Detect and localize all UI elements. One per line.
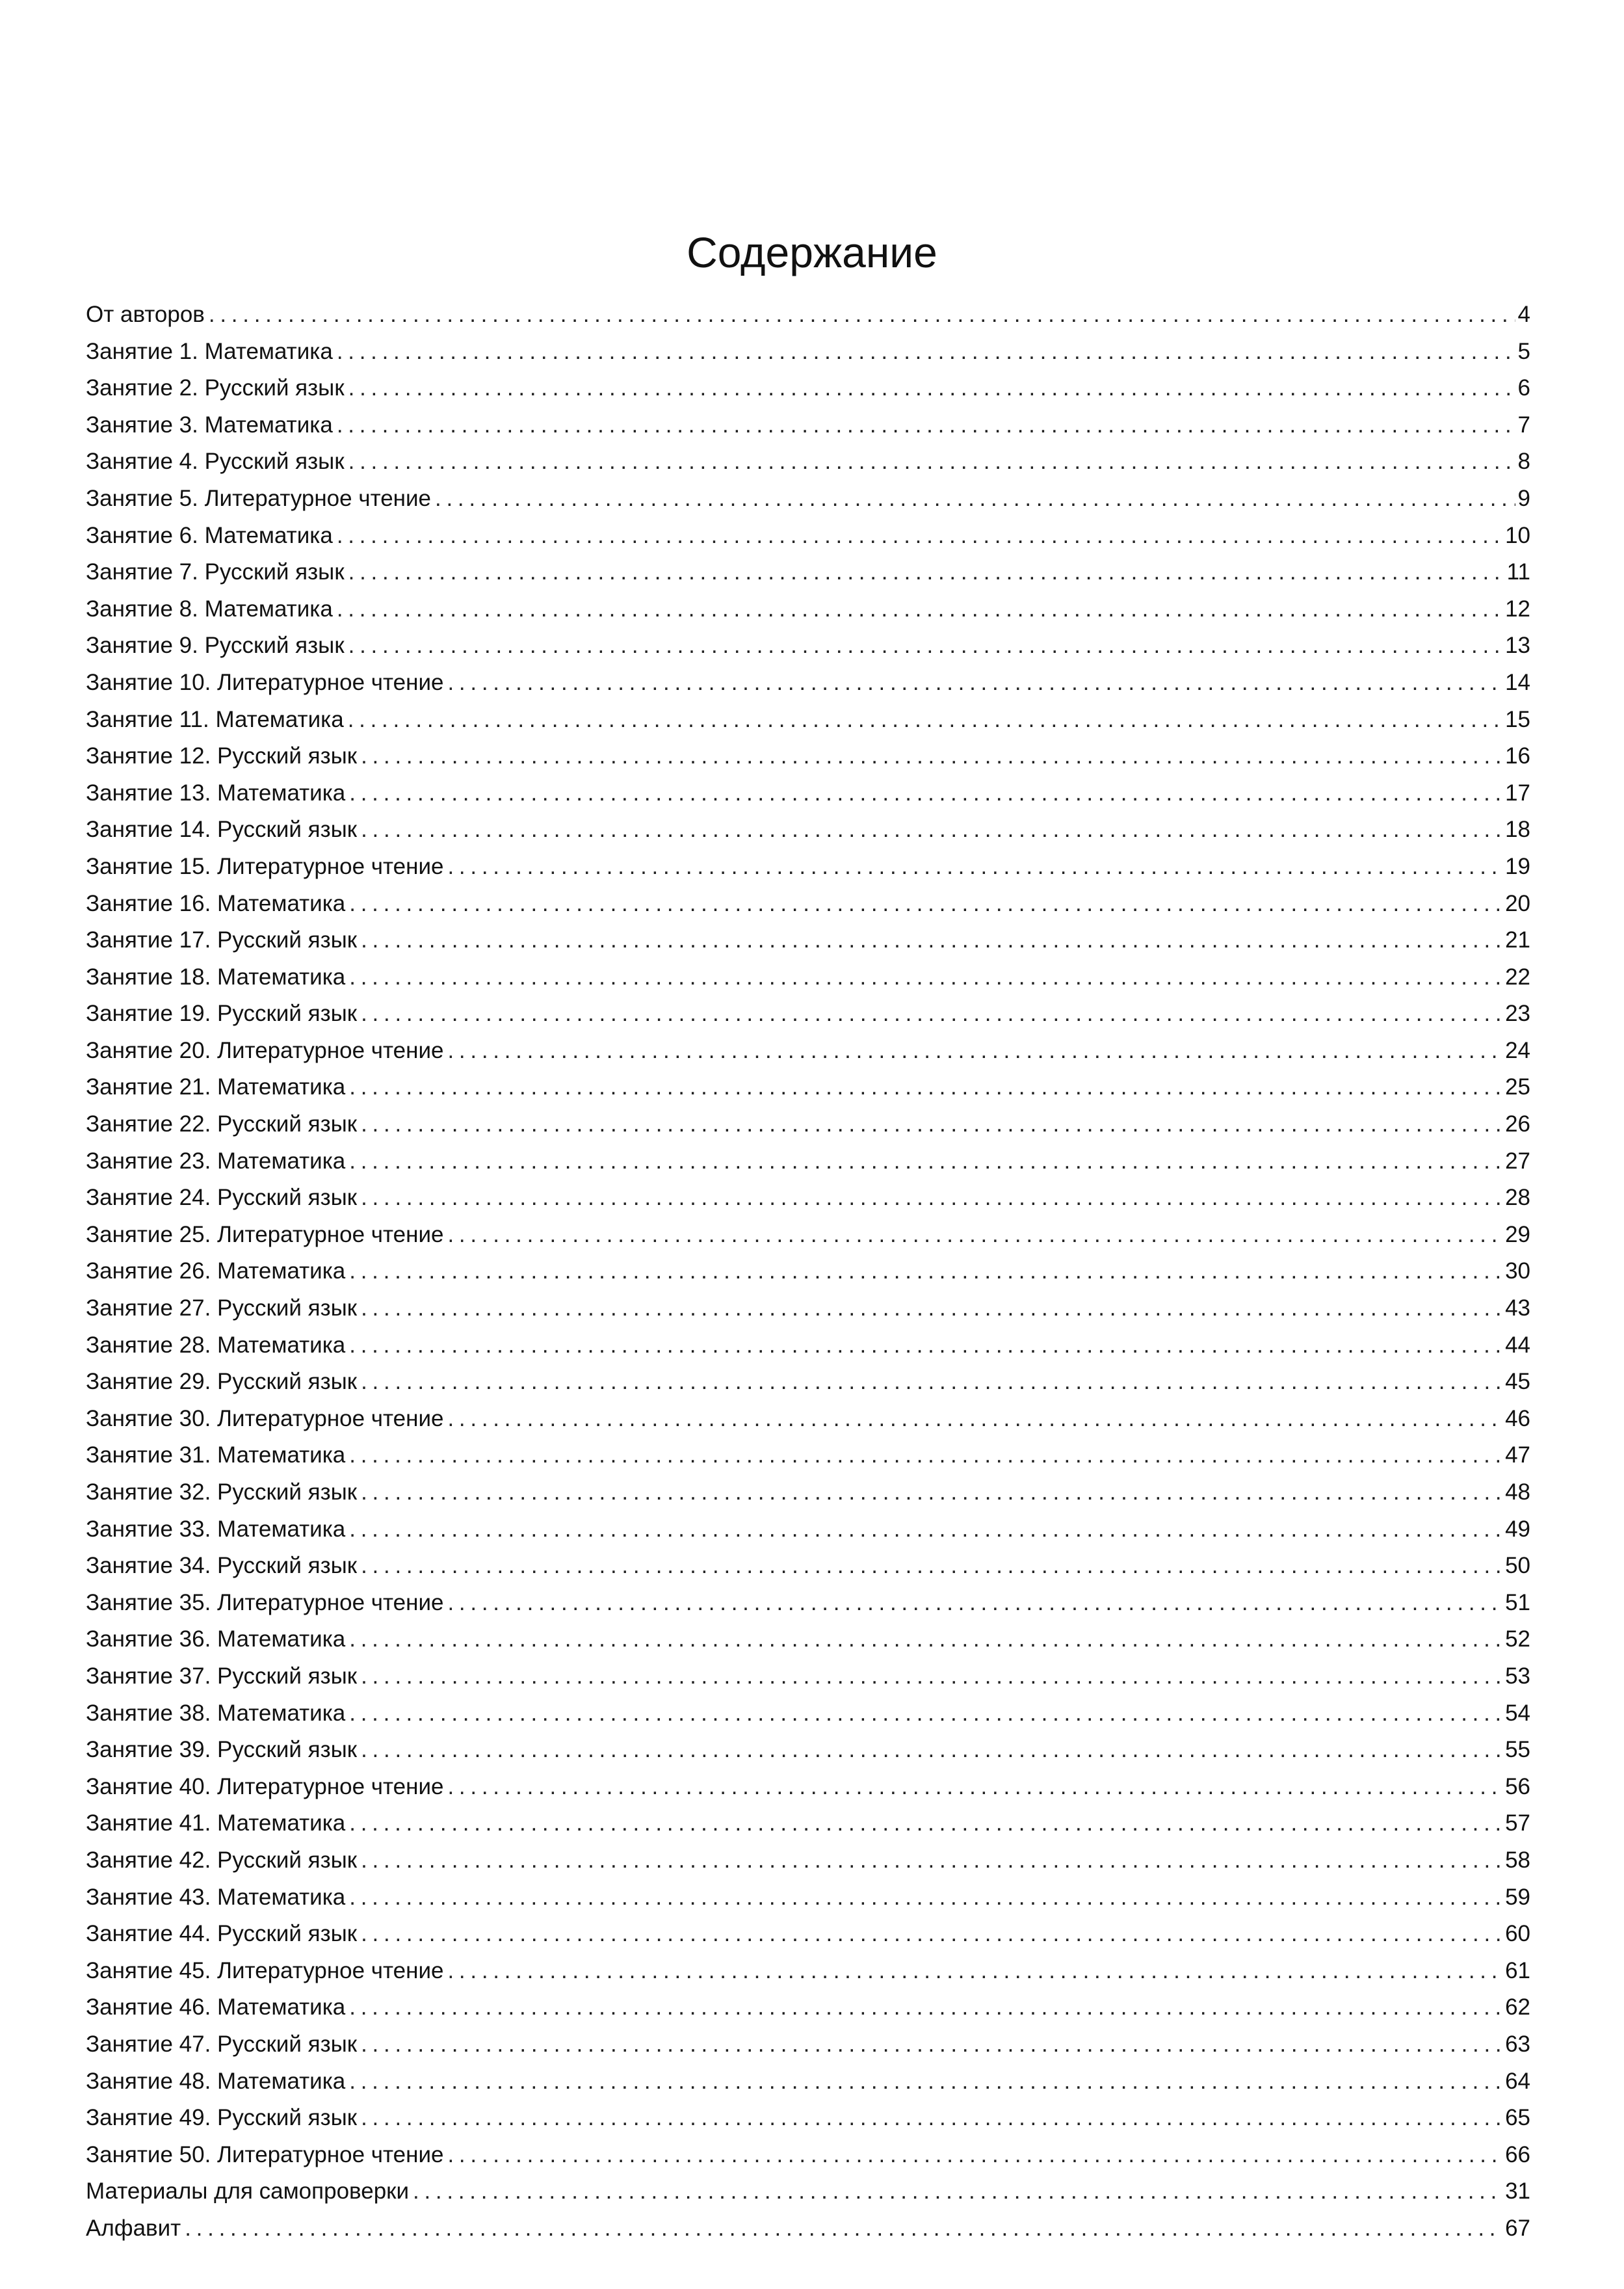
toc-entry-label: Занятие 48. Математика xyxy=(86,2068,346,2094)
dot-leader xyxy=(361,2026,1502,2063)
toc-entry-label: Занятие 5. Литературное чтение xyxy=(86,485,432,511)
toc-entry-label: Занятие 25. Литературное чтение xyxy=(86,1221,444,1247)
toc-entry xyxy=(86,738,1530,775)
toc-entry-page-number: 65 xyxy=(1505,2105,1530,2131)
toc-entry-label: Занятие 2. Русский язык xyxy=(86,375,345,401)
toc-entry xyxy=(86,812,1530,849)
toc-entry xyxy=(86,1143,1530,1180)
dot-leader xyxy=(447,1953,1502,1990)
toc-entry-page-number: 27 xyxy=(1505,1148,1530,1174)
toc-entry xyxy=(86,1474,1530,1511)
dot-leader xyxy=(337,518,1502,555)
toc-entry-page-number: 9 xyxy=(1517,485,1530,511)
dot-leader xyxy=(209,297,1515,334)
toc-entry xyxy=(86,2210,1530,2247)
toc-entry xyxy=(86,1217,1530,1254)
dot-leader xyxy=(447,1401,1502,1438)
toc-entry-page-number: 57 xyxy=(1505,1810,1530,1836)
toc-entry-label: Материалы для самопроверки xyxy=(86,2178,410,2204)
dot-leader xyxy=(361,1842,1502,1879)
toc-entry xyxy=(86,2100,1530,2137)
toc-entry-label: Занятие 8. Математика xyxy=(86,596,333,622)
toc-entry-page-number: 52 xyxy=(1505,1626,1530,1652)
toc-entry-page-number: 21 xyxy=(1505,927,1530,953)
toc-entry-label: Занятие 27. Русский язык xyxy=(86,1295,358,1321)
toc-entry xyxy=(86,1989,1530,2026)
toc-entry-page-number: 19 xyxy=(1505,853,1530,879)
toc-entry xyxy=(86,1327,1530,1364)
toc-entry-label: Занятие 10. Литературное чтение xyxy=(86,669,444,695)
toc-entry-label: Занятие 24. Русский язык xyxy=(86,1185,358,1211)
toc-entry-page-number: 23 xyxy=(1505,1001,1530,1027)
toc-entry-label: Занятие 35. Литературное чтение xyxy=(86,1589,444,1615)
toc-entry-page-number: 24 xyxy=(1505,1037,1530,1063)
toc-entry-label: Занятие 11. Математика xyxy=(86,706,344,732)
toc-entry xyxy=(86,407,1530,444)
toc-entry xyxy=(86,518,1530,555)
toc-entry-label: Занятие 29. Русский язык xyxy=(86,1369,358,1395)
dot-leader xyxy=(447,849,1502,886)
toc-entry xyxy=(86,996,1530,1033)
toc-entry-page-number: 8 xyxy=(1517,449,1530,475)
toc-entry-label: Занятие 6. Математика xyxy=(86,522,333,548)
dot-leader xyxy=(361,738,1502,775)
table-of-contents xyxy=(86,297,1530,2247)
toc-entry xyxy=(86,1511,1530,1548)
dot-leader xyxy=(361,1732,1502,1769)
toc-entry-label: Занятие 40. Литературное чтение xyxy=(86,1773,444,1799)
toc-entry xyxy=(86,849,1530,886)
toc-entry-label: Занятие 13. Математика xyxy=(86,780,346,806)
toc-entry-page-number: 17 xyxy=(1505,780,1530,806)
toc-entry xyxy=(86,1879,1530,1916)
toc-entry-page-number: 66 xyxy=(1505,2141,1530,2167)
dot-leader xyxy=(361,1290,1502,1327)
toc-entry-label: Занятие 49. Русский язык xyxy=(86,2105,358,2131)
toc-entry-label: Занятие 9. Русский язык xyxy=(86,633,345,659)
toc-entry xyxy=(86,1364,1530,1401)
dot-leader xyxy=(348,628,1502,665)
dot-leader xyxy=(349,2063,1502,2100)
toc-entry-label: Занятие 22. Русский язык xyxy=(86,1111,358,1137)
page-title: Содержание xyxy=(687,228,937,276)
toc-entry-page-number: 64 xyxy=(1505,2068,1530,2094)
toc-entry-page-number: 63 xyxy=(1505,2031,1530,2057)
toc-entry xyxy=(86,922,1530,959)
dot-leader xyxy=(447,665,1502,702)
toc-entry xyxy=(86,1953,1530,1990)
toc-entry-page-number: 58 xyxy=(1505,1847,1530,1873)
toc-entry-label: Занятие 43. Математика xyxy=(86,1884,346,1910)
toc-entry xyxy=(86,1106,1530,1143)
toc-entry-page-number: 61 xyxy=(1505,1957,1530,1983)
dot-leader xyxy=(349,1695,1502,1732)
toc-entry xyxy=(86,665,1530,702)
toc-entry-page-number: 14 xyxy=(1505,669,1530,695)
toc-entry xyxy=(86,702,1530,739)
toc-entry-label: Занятие 14. Русский язык xyxy=(86,817,358,843)
toc-entry-page-number: 25 xyxy=(1505,1074,1530,1100)
dot-leader xyxy=(361,996,1502,1033)
toc-entry xyxy=(86,1548,1530,1585)
toc-entry-label: Алфавит xyxy=(86,2215,181,2241)
toc-entry xyxy=(86,628,1530,665)
toc-entry-label: Занятие 31. Математика xyxy=(86,1442,346,1468)
dot-leader xyxy=(361,1916,1502,1953)
toc-entry-page-number: 30 xyxy=(1505,1258,1530,1284)
toc-entry-label: Занятие 23. Математика xyxy=(86,1148,346,1174)
toc-entry-page-number: 59 xyxy=(1505,1884,1530,1910)
toc-entry-label: Занятие 44. Русский язык xyxy=(86,1921,358,1947)
toc-entry xyxy=(86,2063,1530,2100)
dot-leader xyxy=(361,2100,1502,2137)
toc-entry xyxy=(86,1621,1530,1658)
toc-entry-label: Занятие 19. Русский язык xyxy=(86,1001,358,1027)
toc-entry-page-number: 13 xyxy=(1505,633,1530,659)
dot-leader xyxy=(337,591,1502,628)
toc-entry-label: Занятие 26. Математика xyxy=(86,1258,346,1284)
toc-entry-label: Занятие 34. Русский язык xyxy=(86,1553,358,1579)
toc-entry-label: Занятие 18. Математика xyxy=(86,964,346,990)
toc-entry-label: Занятие 15. Литературное чтение xyxy=(86,853,444,879)
toc-entry xyxy=(86,1253,1530,1290)
dot-leader xyxy=(361,1658,1502,1695)
toc-entry-label: Занятие 50. Литературное чтение xyxy=(86,2141,444,2167)
dot-leader xyxy=(349,1511,1502,1548)
dot-leader xyxy=(435,481,1515,518)
toc-entry-label: Занятие 37. Русский язык xyxy=(86,1663,358,1689)
toc-entry-page-number: 55 xyxy=(1505,1737,1530,1763)
toc-entry xyxy=(86,1180,1530,1217)
toc-entry-page-number: 11 xyxy=(1506,559,1530,585)
toc-entry-page-number: 45 xyxy=(1505,1369,1530,1395)
dot-leader xyxy=(348,443,1515,481)
toc-entry-label: Занятие 42. Русский язык xyxy=(86,1847,358,1873)
toc-entry xyxy=(86,370,1530,407)
toc-entry xyxy=(86,1401,1530,1438)
dot-leader xyxy=(361,1180,1502,1217)
toc-entry-page-number: 5 xyxy=(1517,338,1530,364)
dot-leader xyxy=(349,1327,1502,1364)
toc-entry-label: Занятие 36. Математика xyxy=(86,1626,346,1652)
dot-leader xyxy=(349,1621,1502,1658)
toc-entry-label: Занятие 30. Литературное чтение xyxy=(86,1405,444,1431)
dot-leader xyxy=(349,1437,1502,1474)
toc-entry-page-number: 29 xyxy=(1505,1221,1530,1247)
dot-leader xyxy=(361,1106,1502,1143)
toc-entry xyxy=(86,1732,1530,1769)
toc-entry-page-number: 51 xyxy=(1505,1589,1530,1615)
dot-leader xyxy=(447,1033,1502,1070)
toc-entry-page-number: 50 xyxy=(1505,1553,1530,1579)
toc-entry xyxy=(86,1069,1530,1106)
dot-leader xyxy=(349,1989,1502,2026)
toc-entry xyxy=(86,1695,1530,1732)
toc-entry-label: Занятие 41. Математика xyxy=(86,1810,346,1836)
dot-leader xyxy=(361,1474,1502,1511)
toc-entry xyxy=(86,297,1530,334)
toc-entry-page-number: 20 xyxy=(1505,890,1530,916)
dot-leader xyxy=(361,812,1502,849)
dot-leader xyxy=(349,1253,1502,1290)
toc-entry xyxy=(86,1585,1530,1622)
dot-leader xyxy=(361,1548,1502,1585)
toc-entry xyxy=(86,1916,1530,1953)
toc-entry-label: Занятие 1. Математика xyxy=(86,338,333,364)
toc-entry-page-number: 62 xyxy=(1505,1994,1530,2020)
toc-entry-label: Занятие 32. Русский язык xyxy=(86,1479,358,1505)
toc-entry xyxy=(86,2026,1530,2063)
dot-leader xyxy=(361,922,1502,959)
toc-entry-page-number: 48 xyxy=(1505,1479,1530,1505)
dot-leader xyxy=(349,1805,1502,1842)
dot-leader xyxy=(348,702,1502,739)
toc-entry-page-number: 67 xyxy=(1505,2215,1530,2241)
dot-leader xyxy=(447,2137,1502,2174)
toc-entry-page-number: 26 xyxy=(1505,1111,1530,1137)
toc-entry-page-number: 16 xyxy=(1505,743,1530,769)
toc-entry xyxy=(86,1658,1530,1695)
toc-entry-page-number: 49 xyxy=(1505,1516,1530,1542)
toc-entry-label: Занятие 33. Математика xyxy=(86,1516,346,1542)
toc-entry xyxy=(86,775,1530,812)
toc-entry-label: Занятие 4. Русский язык xyxy=(86,449,345,475)
toc-entry-label: Занятие 16. Математика xyxy=(86,890,346,916)
toc-entry xyxy=(86,334,1530,371)
toc-entry-page-number: 7 xyxy=(1517,412,1530,438)
dot-leader xyxy=(337,407,1515,444)
toc-entry-label: Занятие 45. Литературное чтение xyxy=(86,1957,444,1983)
toc-entry-label: Занятие 38. Математика xyxy=(86,1700,346,1726)
dot-leader xyxy=(349,775,1502,812)
toc-entry-page-number: 28 xyxy=(1505,1185,1530,1211)
toc-entry-page-number: 31 xyxy=(1505,2178,1530,2204)
toc-entry-page-number: 15 xyxy=(1505,706,1530,732)
toc-entry-page-number: 54 xyxy=(1505,1700,1530,1726)
dot-leader xyxy=(349,886,1502,923)
toc-entry-page-number: 4 xyxy=(1517,302,1530,327)
dot-leader xyxy=(349,1069,1502,1106)
toc-entry xyxy=(86,591,1530,628)
dot-leader xyxy=(447,1217,1502,1254)
toc-entry-label: От авторов xyxy=(86,302,205,327)
toc-entry-label: Занятие 47. Русский язык xyxy=(86,2031,358,2057)
toc-entry-page-number: 46 xyxy=(1505,1405,1530,1431)
toc-entry-page-number: 12 xyxy=(1505,596,1530,622)
toc-entry-page-number: 10 xyxy=(1505,522,1530,548)
toc-entry-label: Занятие 17. Русский язык xyxy=(86,927,358,953)
toc-entry-label: Занятие 3. Математика xyxy=(86,412,333,438)
toc-entry xyxy=(86,443,1530,481)
dot-leader xyxy=(185,2210,1502,2247)
toc-entry xyxy=(86,1033,1530,1070)
toc-entry-page-number: 18 xyxy=(1505,817,1530,843)
toc-entry xyxy=(86,1437,1530,1474)
toc-entry xyxy=(86,481,1530,518)
dot-leader xyxy=(447,1769,1502,1806)
toc-entry xyxy=(86,2137,1530,2174)
dot-leader xyxy=(349,959,1502,996)
toc-entry-page-number: 47 xyxy=(1505,1442,1530,1468)
dot-leader xyxy=(447,1585,1502,1622)
toc-entry xyxy=(86,959,1530,996)
dot-leader xyxy=(348,554,1504,591)
dot-leader xyxy=(361,1364,1502,1401)
toc-entry-label: Занятие 7. Русский язык xyxy=(86,559,345,585)
toc-entry-page-number: 56 xyxy=(1505,1773,1530,1799)
dot-leader xyxy=(348,370,1515,407)
toc-entry-label: Занятие 39. Русский язык xyxy=(86,1737,358,1763)
toc-entry-label: Занятие 21. Математика xyxy=(86,1074,346,1100)
toc-entry xyxy=(86,1805,1530,1842)
toc-entry-page-number: 22 xyxy=(1505,964,1530,990)
toc-entry-page-number: 53 xyxy=(1505,1663,1530,1689)
dot-leader xyxy=(349,1143,1502,1180)
toc-entry xyxy=(86,554,1530,591)
toc-entry-label: Занятие 12. Русский язык xyxy=(86,743,358,769)
toc-entry xyxy=(86,886,1530,923)
dot-leader xyxy=(337,334,1515,371)
toc-entry xyxy=(86,1769,1530,1806)
dot-leader xyxy=(349,1879,1502,1916)
toc-entry xyxy=(86,1842,1530,1879)
dot-leader xyxy=(413,2173,1502,2210)
toc-entry-page-number: 6 xyxy=(1517,375,1530,401)
toc-entry-page-number: 43 xyxy=(1505,1295,1530,1321)
toc-entry-label: Занятие 46. Математика xyxy=(86,1994,346,2020)
toc-entry-page-number: 44 xyxy=(1505,1332,1530,1358)
toc-entry-label: Занятие 20. Литературное чтение xyxy=(86,1037,444,1063)
toc-entry-page-number: 60 xyxy=(1505,1921,1530,1947)
toc-entry xyxy=(86,2173,1530,2210)
toc-entry xyxy=(86,1290,1530,1327)
toc-entry-label: Занятие 28. Математика xyxy=(86,1332,346,1358)
